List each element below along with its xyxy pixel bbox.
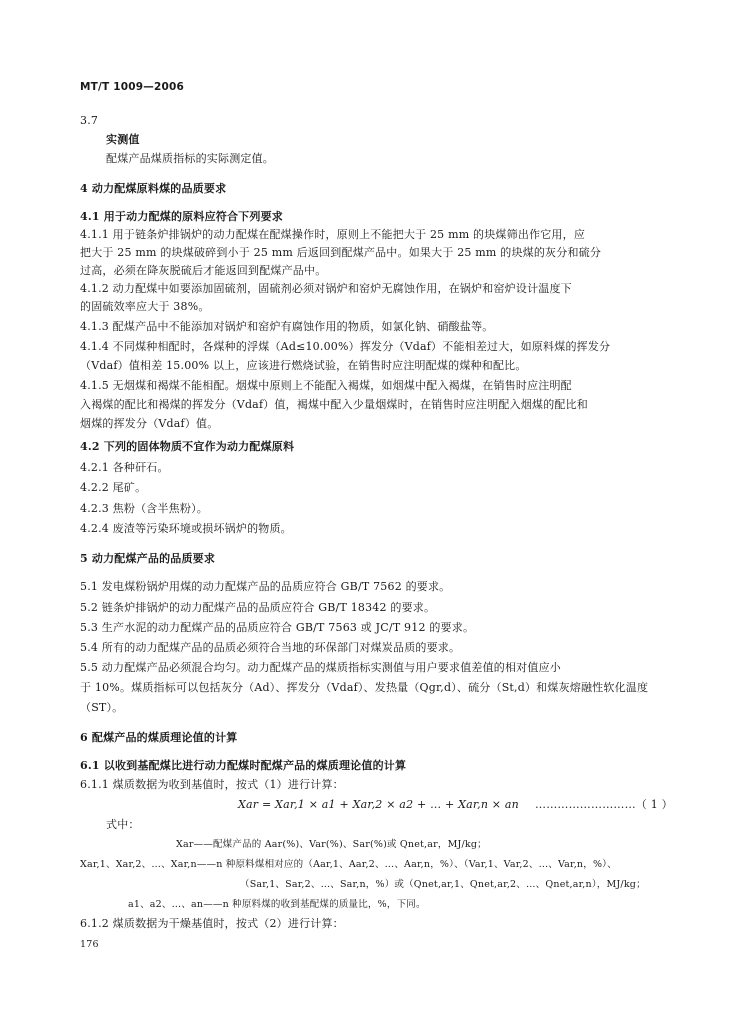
clause-5-3: 5.3 生产水泥的动力配煤产品的品质应符合 GB/T 7563 或 JC/T 912 的要求。 [80, 621, 475, 634]
clause-5-5-line1: 5.5 动力配煤产品必须混合均匀。动力配煤产品的煤质指标实测值与用户要求值差值的相对值应小 [80, 661, 561, 674]
clause-4-1-4-line1: 4.1.4 不同煤种相配时，各煤种的浮煤（Ad≤10.00%）挥发分（Vdaf）不能相差过大，如原料煤的挥发分 [80, 340, 611, 353]
formula-1-tag: ………………………（ 1 ） [535, 798, 673, 811]
section-4-title: 4 动力配煤原料煤的品质要求 [80, 182, 227, 195]
formula-1: Xar = Xar,1 × a1 + Xar,2 × a2 + … + Xar,n × an [238, 798, 519, 811]
clause-4-1-5-line3: 烟煤的挥发分（Vdaf）值。 [80, 417, 219, 430]
clause-6-1-2: 6.1.2 煤质数据为干燥基值时，按式（2）进行计算： [80, 917, 344, 930]
clause-5-4: 5.4 所有的动力配煤产品的品质必须符合当地的环保部门对煤炭品质的要求。 [80, 641, 461, 654]
clause-4-1-title: 4.1 用于动力配煤的原料应符合下列要求 [80, 210, 283, 223]
section-6-title: 6 配煤产品的煤质理论值的计算 [80, 731, 238, 744]
clause-5-2: 5.2 链条炉排锅炉的动力配煤产品的品质应符合 GB/T 18342 的要求。 [80, 601, 436, 614]
clause-4-1-3: 4.1.3 配煤产品中不能添加对锅炉和窑炉有腐蚀作用的物质，如氯化钠、硝酸盐等。 [80, 320, 494, 333]
clause-4-2-3: 4.2.3 焦粉（含半焦粉）。 [80, 502, 208, 515]
document-header: MT/T 1009—2006 [80, 81, 185, 93]
where-item-3: a1、a2、…、an——n 种原料煤的收到基配煤的质量比，%，下同。 [128, 899, 426, 910]
where-label: 式中： [106, 818, 140, 831]
where-item-2-cont: （Sar,1、Sar,2、…、Sar,n，%）或（Qnet,ar,1、Qnet,ar,2、…、Qnet,ar,n），MJ/kg； [240, 879, 646, 890]
clause-4-1-1-line3: 过高，必须在降灰脱硫后才能返回到配煤产品中。 [80, 264, 327, 277]
clause-5-5-line2: 于 10%。煤质指标可以包括灰分（Ad）、挥发分（Vdaf）、发热量（Qgr,d）、硫分（St,d）和煤灰熔融性软化温度 [80, 681, 649, 694]
clause-4-2-4: 4.2.4 废渣等污染环境或损坏锅炉的物质。 [80, 522, 292, 535]
clause-4-1-5-line1: 4.1.5 无烟煤和褐煤不能相配。烟煤中原则上不能配入褐煤，如烟煤中配入褐煤，在销售时应注明配 [80, 379, 572, 392]
clause-5-5-line3: （ST）。 [80, 701, 124, 714]
clause-4-1-1-line1: 4.1.1 用于链条炉排锅炉的动力配煤在配煤操作时，原则上不能把大于 25 mm 的块煤筛出作它用，应 [80, 228, 586, 241]
page-number: 176 [80, 939, 99, 950]
clause-4-1-2-line2: 的固硫效率应大于 38%。 [80, 300, 210, 313]
clause-4-1-1-line2: 把大于 25 mm 的块煤破碎到小于 25 mm 后返回到配煤产品中。如果大于 25 mm 的块煤的灰分和硫分 [80, 246, 602, 259]
clause-3-7-number: 3.7 [80, 114, 99, 127]
clause-4-1-2-line1: 4.1.2 动力配煤中如要添加固硫剂，固硫剂必须对锅炉和窑炉无腐蚀作用，在锅炉和窑炉设计温度下 [80, 282, 572, 295]
where-item-2: Xar,1、Xar,2、…、Xar,n——n 种原料煤相对应的（Aar,1、Aar,2、…、Aar,n，%）、（Var,1、Var,2、…、Var,n，%）、 [80, 859, 617, 870]
clause-3-7-definition: 配煤产品煤质指标的实际测定值。 [106, 152, 274, 165]
section-5-title: 5 动力配煤产品的品质要求 [80, 552, 216, 565]
clause-5-1: 5.1 发电煤粉锅炉用煤的动力配煤产品的品质应符合 GB/T 7562 的要求。 [80, 580, 451, 593]
clause-4-2-2: 4.2.2 尾矿。 [80, 481, 147, 494]
clause-6-1-title: 6.1 以收到基配煤比进行动力配煤时配煤产品的煤质理论值的计算 [80, 759, 407, 772]
clause-3-7-term: 实测值 [106, 133, 140, 146]
where-item-1: Xar——配煤产品的 Aar(%)、Var(%)、Sar(%)或 Qnet,ar，MJ/kg； [176, 839, 487, 850]
clause-4-1-4-line2: （Vdaf）值相差 15.00% 以上，应该进行燃烧试验，在销售时应注明配煤的煤种和配比。 [80, 359, 527, 372]
clause-4-1-5-line2: 入褐煤的配比和褐煤的挥发分（Vdaf）值，褐煤中配入少量烟煤时，在销售时应注明配入烟煤的配比和 [80, 398, 589, 411]
clause-4-2-title: 4.2 下列的固体物质不宜作为动力配煤原料 [80, 440, 295, 453]
clause-6-1-1: 6.1.1 煤质数据为收到基值时，按式（1）进行计算： [80, 778, 344, 791]
clause-4-2-1: 4.2.1 各种矸石。 [80, 461, 169, 474]
